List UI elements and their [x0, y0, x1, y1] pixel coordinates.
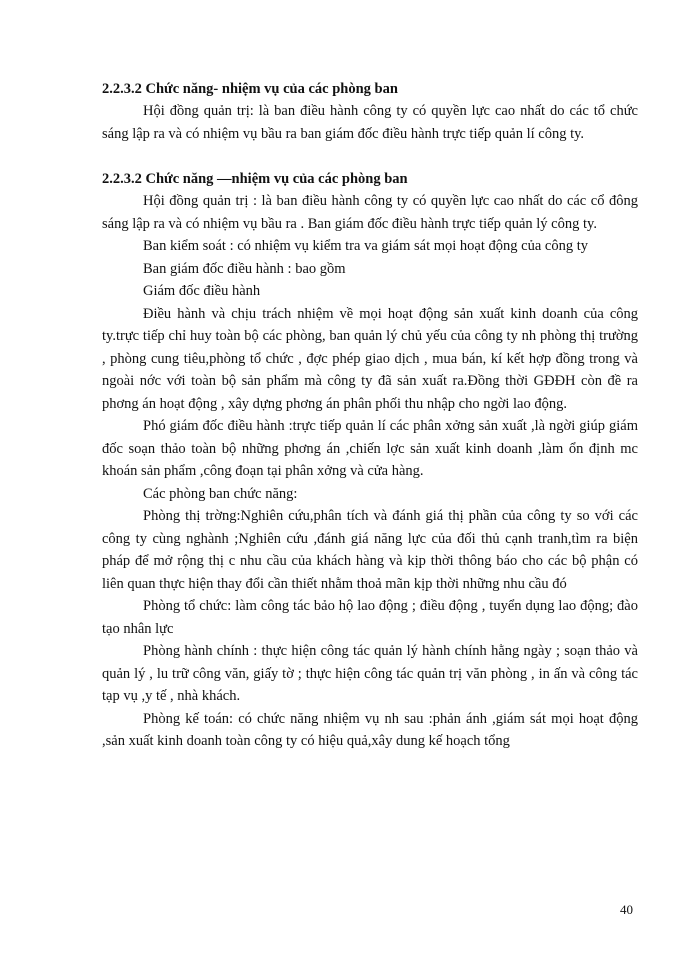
paragraph-general-director: Giám đốc điều hành	[143, 283, 261, 299]
paragraph-administration-department: Phòng hành chính : thực hiện công tác quản lý hành chính hằng ngày ; soạn thảo và quản lý , lu trữ công văn, giấy tờ ; thực hiện công tác quản trị văn phòng , in ấn và công tác tạp vụ ,y tế , nhà khách.	[102, 643, 638, 704]
section-heading-1: 2.2.3.2 Chức năng- nhiệm vụ của các phòng ban	[102, 81, 398, 97]
paragraph-board-of-directors-2: Hội đồng quản trị : là ban điều hành công ty có quyền lực cao nhất do các cổ đông sáng lập ra và có nhiệm vụ bầu ra . Ban giám đốc điều hành trực tiếp quản lý công ty.	[102, 193, 638, 232]
paragraph-board-of-directors-1: Hội đồng quản trị: là ban điều hành công ty có quyền lực cao nhất do các tổ chức sáng lập ra và có nhiệm vụ bầu ra ban giám đốc điều hành trực tiếp quản lí công ty.	[102, 103, 638, 142]
section-heading-2: 2.2.3.2 Chức năng —nhiệm vụ của các phòng ban	[102, 171, 408, 187]
page-content	[102, 78, 638, 753]
paragraph-deputy-director: Phó giám đốc điều hành :trực tiếp quản lí các phân xởng sản xuất ,là ngời giúp giám đốc soạn thảo toàn bộ những phơng án ,chiến lợc sản xuất kinh doanh ,làm ổn định mc khoán sản phẩm ,công đoạn tại phân xởng và cửa hàng.	[102, 418, 638, 479]
paragraph-executive-board: Ban giám đốc điều hành : bao gồm	[143, 260, 346, 277]
paragraph-market-department: Phòng thị trờng:Nghiên cứu,phân tích và đánh giá thị phần của công ty so với các công ty cùng nghành ;Nghiên cứu ,đánh giá năng lực của đối thủ cạnh tranh,tìm ra biện pháp để mở rộng thị c nhu cầu của khách hàng và kịp thời thông báo cho các bộ phận có liên quan thực hiện thay đổi cần thiết nhằm thoả mãn kịp thời những nhu cầu đó	[102, 508, 638, 592]
paragraph-supervisory-board: Ban kiểm soát : có nhiệm vụ kiểm tra va giám sát mọi hoạt động của công ty	[143, 238, 588, 254]
paragraph-functional-departments: Các phòng ban chức năng:	[143, 485, 298, 502]
paragraph-accounting-department: Phòng kế toán: có chức năng nhiệm vụ nh sau :phản ánh ,giám sát mọi hoạt động ,sản xuất kinh doanh toàn công ty có hiệu quả,xây dung kế hoạch tổng	[102, 710, 638, 749]
paragraph-organization-department: Phòng tổ chức: làm công tác bảo hộ lao động ; điều động , tuyển dụng lao động; đào tạo nhân lực	[102, 598, 638, 637]
page-number: 40	[620, 902, 633, 917]
section-spacer	[102, 145, 638, 168]
paragraph-director-duties: Điều hành và chịu trách nhiệm về mọi hoạt động sản xuất kinh doanh của công ty.trực tiếp chỉ huy toàn bộ các phòng, ban quản lý chủ yếu của công ty nh phòng thị trường , phòng cung tiêu,phòng tổ chức , đợc phép giao dịch , mua bán, kí kết hợp đồng trong và ngoài nớc với toàn bộ sản phẩm mà công ty đã sản xuất ra.Đồng thời GĐĐH còn đề ra phơng án hoạt động , xây dựng phơng án phân phối thu nhập cho ngời lao động.	[102, 305, 638, 412]
